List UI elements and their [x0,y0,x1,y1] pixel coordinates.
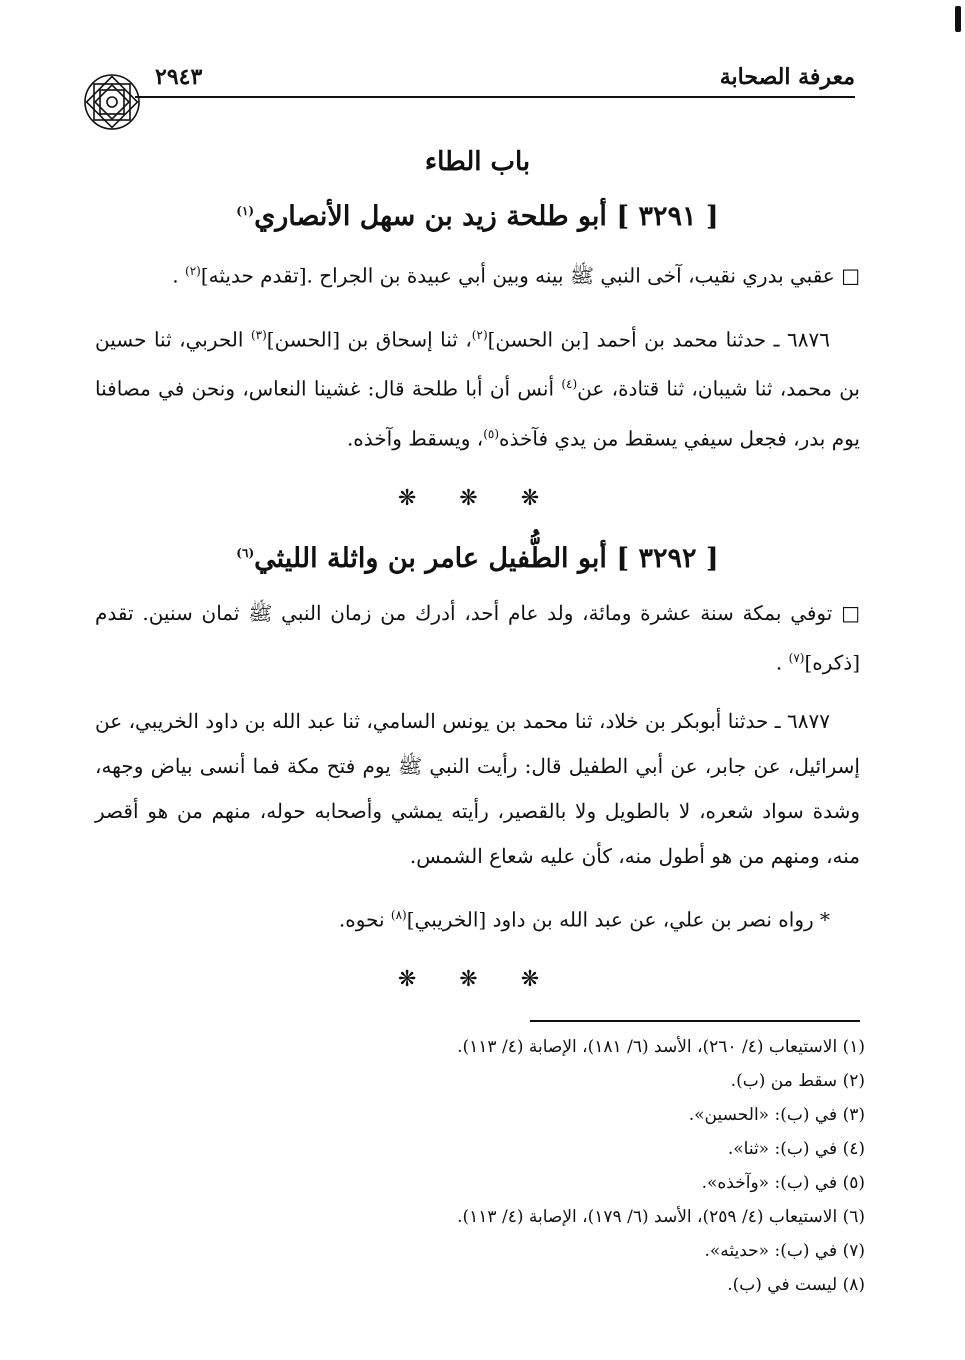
hadith-text: أنس أن أبا طلحة قال: غشينا النعاس، ونحن في مصافنا يوم بدر، فجعل سيفي يسقط من يدي فآخذه [95,376,860,451]
main-text [95,140,860,1012]
footnote-item: (٧) في (ب): «حديثه». [704,1241,865,1261]
footnote-ref: (٥) [483,426,500,441]
entry-title-text: [ ٣٢٩٢ ] أبو الطُّفيل عامر بن واثلة الليثي [254,542,719,574]
footnote-ref: (٦) [236,545,255,560]
running-header-title: معرفة الصحابة [719,64,855,90]
header-rule [135,96,855,98]
chapter-title: باب الطاء [424,147,531,177]
intro-text: □ توفي بمكة سنة عشرة ومائة، ولد عام أحد، أدرك من زمان النبي ﷺ ثمان سنين. تقدم [ذكره] [95,600,860,675]
footnotes [200,1030,865,1302]
entry-intro-3292 [95,591,860,686]
entry-title-text: [ ٣٢٩١ ] أبو طلحة زيد بن سهل الأنصاري [254,201,719,232]
footnote-ref: (٣) [250,327,267,342]
entry-title-3292 [95,531,860,581]
hadith-6876 [95,313,860,462]
footnote-item: (٨) ليست في (ب). [727,1275,865,1295]
footnote-item: (٢) سقط من (ب). [730,1071,865,1091]
entry-title-3291 [95,189,860,239]
hadith-text: الحربي، ثنا حسين بن محمد، ثنا شيبان، ثنا قتادة، عن [95,327,860,401]
footnote-ref: (١) [236,204,255,218]
section-separator: ❋ ❋ ❋ [397,966,558,992]
footnote-item: (٣) في (ب): «الحسين». [688,1105,865,1125]
footnote-item: (٤) في (ب): «ثنا». [727,1139,865,1159]
intro-end: . [775,650,789,675]
intro-text: □ عقبي بدري نقيب، آخى النبي ﷺ بينه وبين أبي عبيدة بن الجراح .[تقدم حديثه] [200,263,860,288]
footnote-ref: (٧) [788,650,805,665]
footnote-item: (٦) الاستيعاب (٤/ ٢٥٩)، الأسد (٦/ ١٧٩)، الإصابة (٤/ ١١٣). [457,1207,865,1227]
octagram-ornament-icon [82,72,142,132]
footnote-item: (١) الاستيعاب (٤/ ٢٦٠)، الأسد (٦/ ١٨١)، الإصابة (٤/ ١١٣). [457,1037,865,1057]
footnote-ref: (٨) [390,908,407,923]
riwaya-text: * رواه نصر بن علي، عن عبد الله بن داود [الخريبي] [406,907,830,932]
riwaya-text: نحوه. [338,907,391,932]
riwaya-note [95,893,860,943]
hadith-text: ٦٨٧٦ ـ حدثنا محمد بن أحمد [بن الحسن] [487,327,830,352]
footnote-ref: (٢) [185,264,201,278]
entry-intro-3291 [95,249,860,299]
footnote-item: (٥) في (ب): «وآخذه». [701,1173,865,1193]
hadith-text: ، ويسقط وآخذه. [346,426,484,451]
hadith-text: ، ثنا إسحاق بن [الحسن] [266,327,472,352]
footnote-ref: (٢) [471,327,488,342]
footnote-rule [530,1020,860,1022]
intro-end: . [172,263,185,288]
footnote-ref: (٤) [561,377,578,392]
hadith-6877: ٦٨٧٧ ـ حدثنا أبوبكر بن خلاد، ثنا محمد بن يونس السامي، ثنا عبد الله بن داود الخريبي، عن إسرائيل، عن جابر، عن أبي الطفيل قال: رأيت النبي ﷺ يوم فتح مكة فما أنسى بياض وجهه، وشدة سواد شعره، لا بالطويل ولا بالقصير، رأيته يمشي وأصحابه حوله، منهم من هو أقصر منه، ومنهم من هو أطول منه، كأن عليه شعاع الشمس. [95,709,860,869]
section-separator: ❋ ❋ ❋ [397,485,558,511]
scan-edge-mark [955,6,961,32]
page-number: ٢٩٤٣ [155,64,203,90]
